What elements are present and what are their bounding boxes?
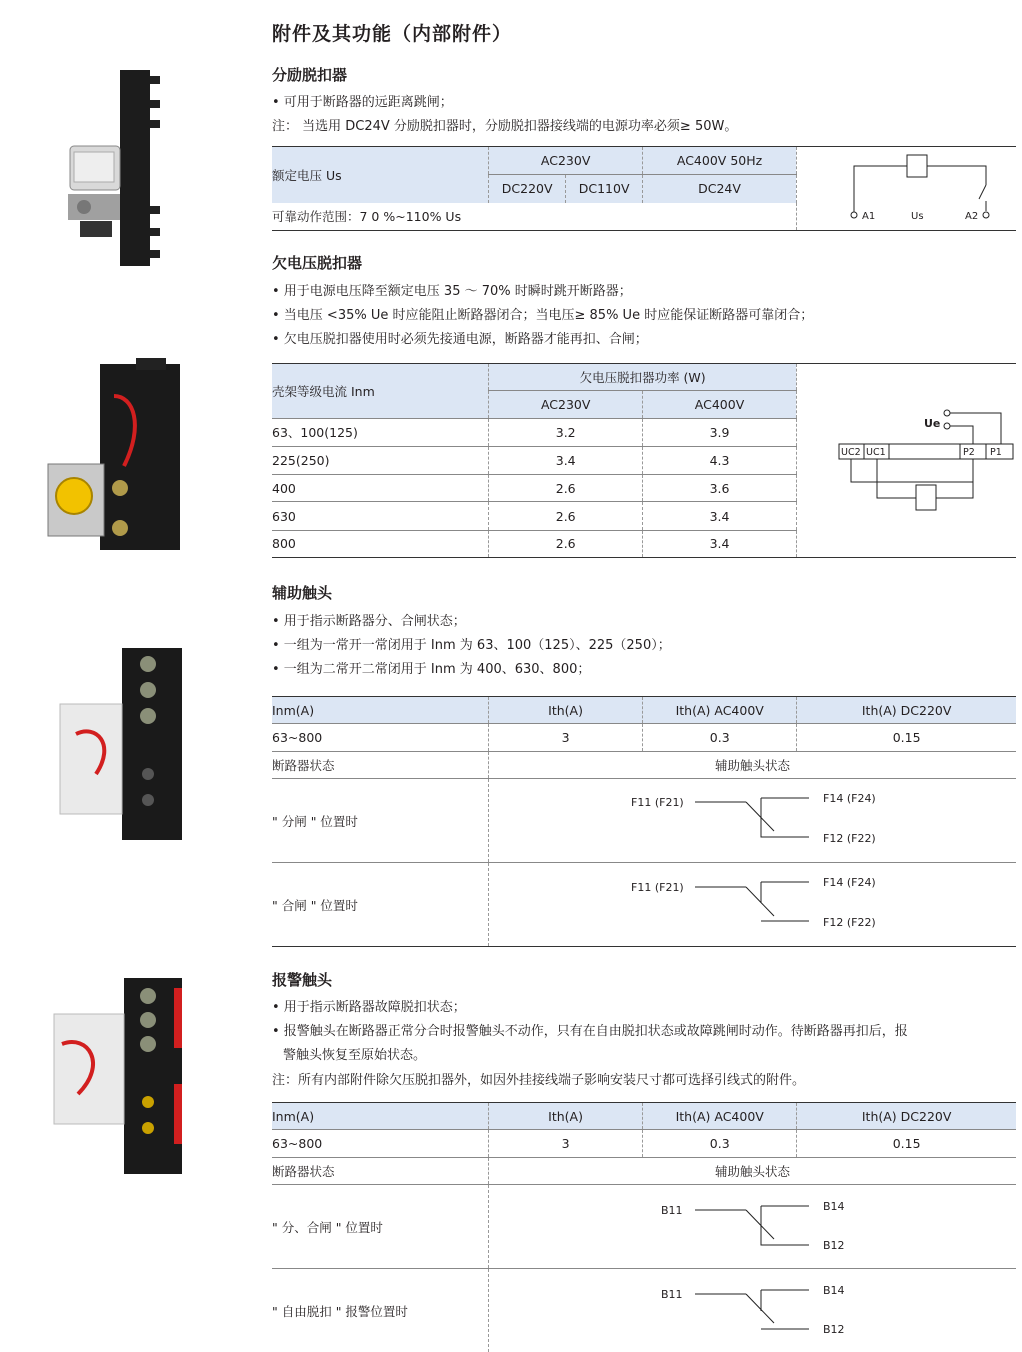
uv-bullet-2: • 当电压 <35% Ue 时应能阻止断路器闭合；当电压≥ 85% Ue 时应能保证断路器可靠闭合； [272, 307, 813, 324]
undervoltage-heading: 欠电压脱扣器 [272, 252, 362, 273]
uc1-label: UC1 [866, 447, 886, 458]
aux-inm-value: 63~800 [272, 724, 489, 752]
alarm-note: 注：所有内部附件除欠压脱扣器外，如因外挂接线端子影响安装尺寸都可选择引线式的附件。 [272, 1072, 805, 1089]
uv-row-frame: 800 [272, 530, 489, 557]
aux-no-label: F14 (F24) [823, 876, 876, 889]
ac400-header: AC400V 50Hz [643, 147, 797, 175]
alarm-com-label: B11 [661, 1204, 683, 1217]
alarm-trip-contact-diagram [489, 1269, 1016, 1349]
aux-contact-state-label: 辅助触头状态 [489, 752, 1017, 779]
frame-current-header: 壳架等级电流 Inm [272, 364, 489, 419]
auxiliary-heading: 辅助触头 [272, 582, 332, 603]
aux-bullet-2: • 一组为一常开一常闭用于 Inm 为 63、100（125）、225（250）； [272, 637, 671, 654]
p2-label: P2 [963, 447, 975, 458]
uv-row-ac400: 3.4 [643, 530, 797, 557]
alarm-no-label: B14 [823, 1284, 845, 1297]
alarm-inm-header: Inm(A) [272, 1103, 489, 1130]
shunt-diagram-cell [796, 147, 1016, 231]
alarm-bullet-2: • 报警触头在断路器正常分合时报警触头不动作，只有在自由脱扣状态或故障跳闸时动作。待断路器再扣后，报 [272, 1023, 908, 1040]
aux-open-diagram-cell [489, 779, 1017, 863]
alarm-bullet-1: • 用于指示断路器故障脱扣状态； [272, 999, 466, 1016]
shunt-note: 注： 当选用 DC24V 分励脱扣器时，分励脱扣器接线端的电源功率必须≥ 50W。 [272, 118, 737, 135]
aux-close-label: " 合闸 " 位置时 [272, 863, 489, 947]
alarm-no-label: B14 [823, 1200, 845, 1213]
auxiliary-table [272, 696, 1016, 947]
aux-open-contact-diagram [489, 779, 1016, 859]
uv-row-ac400: 3.6 [643, 475, 797, 502]
alarm-inm-value: 63~800 [272, 1130, 489, 1158]
aux-com-label: F11 (F21) [631, 796, 684, 809]
aux-nc-label: F12 (F22) [823, 832, 876, 845]
uv-ac230-header: AC230V [489, 391, 643, 418]
alarm-breaker-state-label: 断路器状态 [272, 1158, 489, 1185]
undervoltage-table [272, 363, 1016, 558]
alarm-bullet-2-cont: 警触头恢复至原始状态。 [283, 1047, 426, 1064]
alarm-heading: 报警触头 [272, 969, 332, 990]
uv-row-frame: 400 [272, 475, 489, 502]
rated-voltage-label: 额定电压 Us [272, 147, 489, 203]
uv-bullet-3: • 欠电压脱扣器使用时必须先接通电源，断路器才能再扣、合闸； [272, 331, 648, 348]
uv-power-header: 欠电压脱扣器功率 (W) [489, 364, 797, 391]
aux-breaker-state-label: 断路器状态 [272, 752, 489, 779]
uv-diagram-cell [796, 364, 1016, 558]
aux-com-label: F11 (F21) [631, 881, 684, 894]
dc24-header: DC24V [643, 175, 797, 203]
aux-inm-header: Inm(A) [272, 697, 489, 724]
ue-label: Ue [924, 417, 940, 430]
uv-bullet-1: • 用于电源电压降至额定电压 35 ～ 70% 时瞬时跳开断路器； [272, 283, 632, 300]
alarm-normal-label: " 分、合闸 " 位置时 [272, 1185, 489, 1269]
a2-label: A2 [965, 211, 978, 222]
uv-row-ac400: 3.9 [643, 418, 797, 446]
uv-row-frame: 225(250) [272, 446, 489, 474]
uv-row-ac400: 3.4 [643, 502, 797, 530]
alarm-dc-value: 0.15 [797, 1130, 1016, 1158]
alarm-trip-label: " 自由脱扣 " 报警位置时 [272, 1269, 489, 1352]
alarm-nc-label: B12 [823, 1239, 845, 1252]
uv-row-ac230: 2.6 [489, 530, 643, 557]
aux-open-label: " 分闸 " 位置时 [272, 779, 489, 863]
aux-ith-value: 3 [489, 724, 643, 752]
uv-row-ac400: 4.3 [643, 446, 797, 474]
undervoltage-release-photo [44, 356, 184, 556]
shunt-release-photo [48, 66, 188, 270]
shunt-bullet: • 可用于断路器的远距离跳闸； [272, 94, 453, 111]
p1-label: P1 [990, 447, 1002, 458]
alarm-ith-header: Ith(A) [489, 1103, 643, 1130]
aux-ac-header: Ith(A) AC400V [643, 697, 797, 724]
aux-nc-label: F12 (F22) [823, 916, 876, 929]
alarm-normal-contact-diagram [489, 1185, 1016, 1265]
aux-dc-value: 0.15 [797, 724, 1016, 752]
uv-row-ac230: 2.6 [489, 475, 643, 502]
uv-row-frame: 63、100(125) [272, 418, 489, 446]
alarm-contact-photo [48, 974, 188, 1178]
alarm-contact-state-label: 辅助触头状态 [489, 1158, 1017, 1185]
a1-label: A1 [862, 211, 875, 222]
alarm-ith-value: 3 [489, 1130, 643, 1158]
alarm-table [272, 1102, 1016, 1352]
shunt-heading: 分励脱扣器 [272, 64, 347, 85]
alarm-dc-header: Ith(A) DC220V [797, 1103, 1016, 1130]
uv-row-ac230: 3.2 [489, 418, 643, 446]
us-label: Us [911, 211, 924, 222]
uv-row-ac230: 2.6 [489, 502, 643, 530]
alarm-trip-diagram-cell [489, 1269, 1017, 1352]
aux-ith-header: Ith(A) [489, 697, 643, 724]
alarm-ac-value: 0.3 [643, 1130, 797, 1158]
uc2-label: UC2 [841, 447, 861, 458]
aux-bullet-3: • 一组为二常开二常闭用于 Inm 为 400、630、800； [272, 661, 590, 678]
shunt-table [272, 146, 1016, 231]
aux-close-contact-diagram [489, 863, 1016, 943]
aux-no-label: F14 (F24) [823, 792, 876, 805]
auxiliary-contact-photo [56, 644, 186, 844]
shunt-wiring-diagram [797, 147, 1016, 227]
aux-dc-header: Ith(A) DC220V [797, 697, 1016, 724]
uv-row-frame: 630 [272, 502, 489, 530]
uv-row-ac230: 3.4 [489, 446, 643, 474]
aux-close-diagram-cell [489, 863, 1017, 947]
alarm-com-label: B11 [661, 1288, 683, 1301]
undervoltage-wiring-diagram [797, 364, 1016, 554]
aux-ac-value: 0.3 [643, 724, 797, 752]
alarm-normal-diagram-cell [489, 1185, 1017, 1269]
page-title: 附件及其功能（内部附件） [272, 19, 512, 46]
dc220-header: DC220V [489, 175, 566, 203]
aux-bullet-1: • 用于指示断路器分、合闸状态； [272, 613, 466, 630]
dc110-header: DC110V [566, 175, 643, 203]
alarm-nc-label: B12 [823, 1323, 845, 1336]
operating-range: 可靠动作范围：7 0 %~110% Us [272, 203, 796, 231]
alarm-ac-header: Ith(A) AC400V [643, 1103, 797, 1130]
ac230-header: AC230V [489, 147, 643, 175]
uv-ac400-header: AC400V [643, 391, 797, 418]
